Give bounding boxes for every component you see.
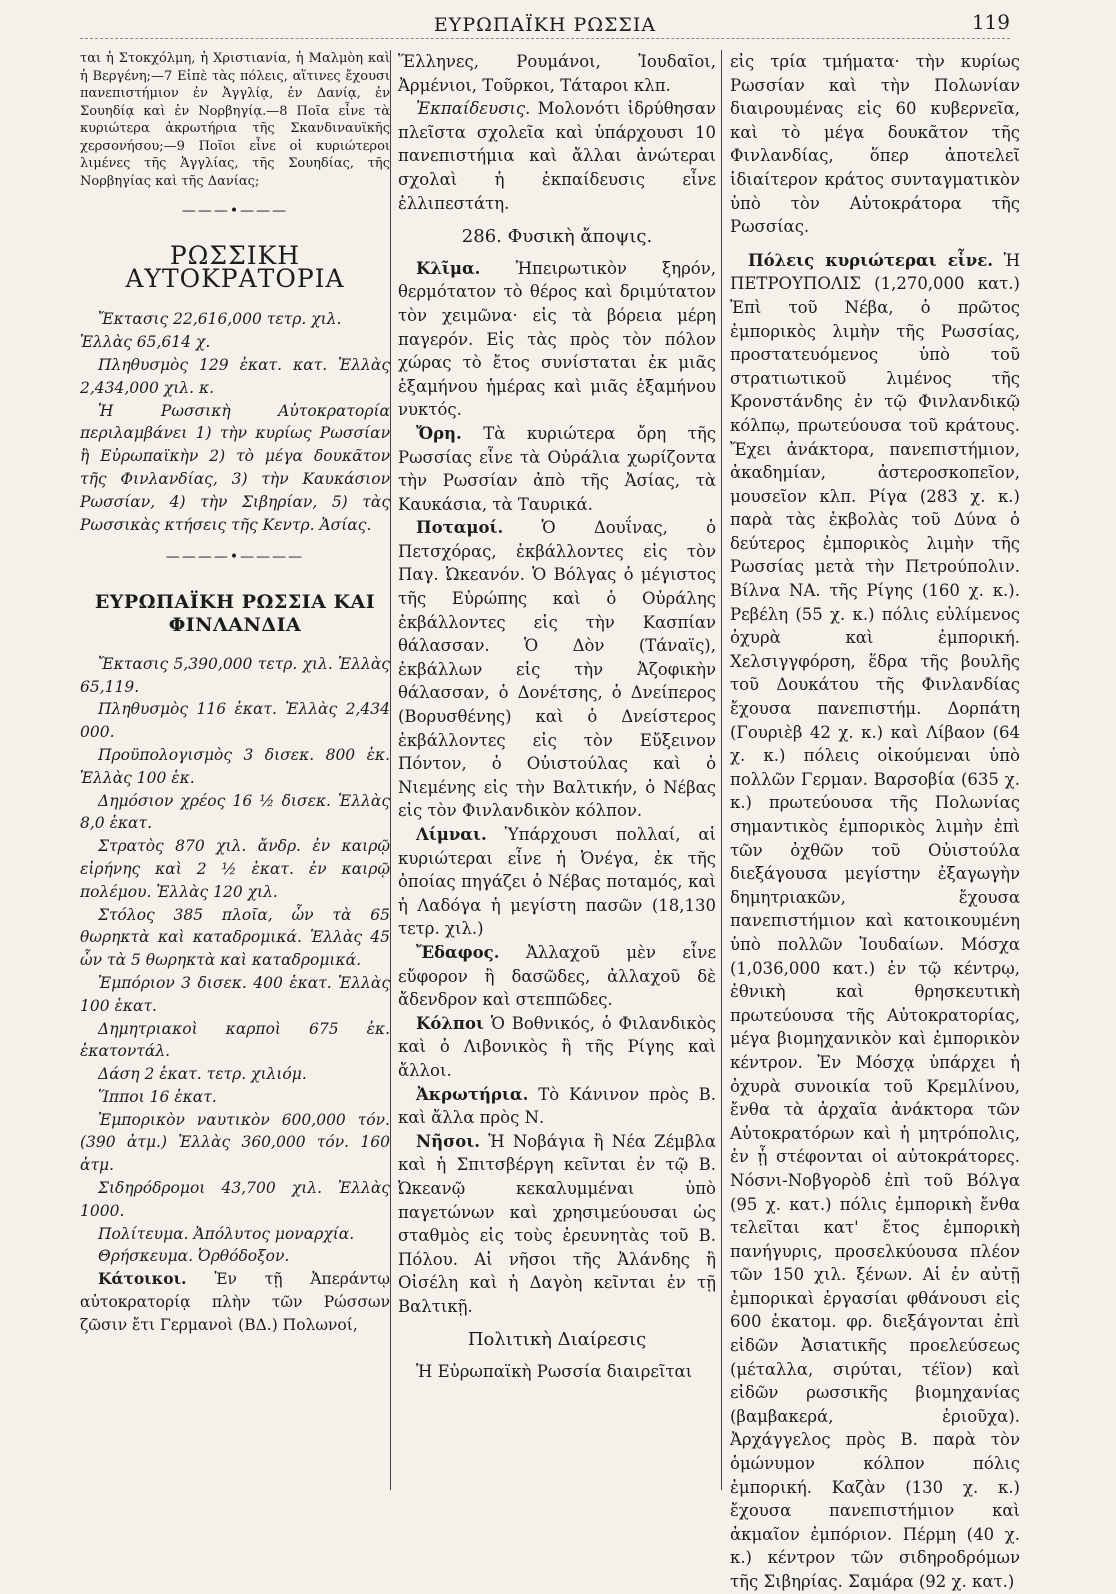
column-rule-left [390, 50, 391, 1490]
stat-entry: Πληθυσμὸς 116 ἑκατ. Ἑλλὰς 2,434 000. [80, 700, 390, 742]
physical-heading: 286. Φυσικὴ ἄποψις. [461, 226, 653, 248]
section-title-2: ΕΥΡΩΠΑΪΚΗ ΡΩΣΣΙΑ ΚΑΙ ΦΙΝΛΑΝΔΙΑ [94, 591, 376, 636]
text-katoikoi: Ἐν τῇ Ἀπεράντῳ αὐτοκρατορίᾳ πλὴν τῶν Ρώσσων ζῶσιν ἔτι Γερμανοὶ (ΒΔ.) Πολωνοί, [80, 1270, 390, 1334]
text-limnai: Ὑπάρχουσι πολλαί, αἱ κυριώτεραι εἶνε ἡ Ὀνέγα, ἐκ τῆς ὁποίας πηγάζει ὁ Νέβας ποταμός, καὶ ἡ Λαδόγα ἡ μεγίστη πασῶν (18,130 τετρ. χιλ.) [398, 825, 716, 939]
stat-plethysmos: Πληθυσμὸς 129 ἑκατ. κατ. Ἑλλὰς 2,434,000 χιλ. κ. [80, 355, 390, 397]
label-edafos: Ἔδαφος. [416, 942, 500, 962]
ornament-divider: ———•——— [181, 203, 289, 219]
stat-entry: Ἐμπορικὸν ναυτικὸν 600,000 τόν. (390 ἀτμ.) Ἑλλὰς 360,000 τόν. 160 ἀτμ. [80, 1110, 390, 1175]
empire-description: Ἡ Ρωσσικὴ Αὐτοκρατορία περιλαμβάνει 1) τὴν κυρίως Ρωσσίαν ἢ Εὐρωπαϊκὴν 2) τὸ μέγα δουκᾶτον τῆς Φινλανδίας, 3) τὴν Καυκάσιον Ρωσσίαν, 4) τὴν Σιβηρίαν, 5) τὰς Ρωσσικὰς κτήσεις τῆς Κεντρ. Ἀσίας. [80, 401, 390, 534]
exercise-questions: ται ἡ Στοκχόλμη, ἡ Χριστιανία, ἡ Μαλμὸη καὶ ἡ Βεργένη;—7 Εἰπὲ τὰς πόλεις, αἵτινες ἔχουσι πανεπιστήμιον ἐν Ἀγγλίᾳ, ἐν Δανίᾳ, ἐν Σουηδίᾳ καὶ ἐν Νορβηγίᾳ.—8 Ποῖα εἶνε τὰ κυριώτερα ἀκρωτήρια τῆς Σκανδιναυϊκῆς χερσονήσου;—9 Ποῖοι εἶνε οἱ κυριώτεροι λιμένες τῆς Ἀγγλίας, τῆς Σουηδίας, τῆς Νορβηγίας καὶ τῆς Δανίας; [80, 51, 390, 189]
text-potamoi: Ὁ Δουΐνας, ὁ Πετσχόρας, ἐκβάλλοντες εἰς τὸν Παγ. Ὠκεανόν. Ὁ Βόλγας ὁ μέγιστος τῆς Εὐρώπης καὶ ὁ Οὐράλης ἐκβάλλοντες εἰς τὴν Κασπίαν θάλασσαν. Ὁ Δὸν (Τάναϊς), ἐκβάλλων εἰς τὴν Ἀζοφικὴν θάλασσαν, ὁ Δονέτσης, ὁ Δνείπερος (Βορυσθένης) καὶ ὁ Δνείστερος ἐκβάλλοντες εἰς τὸν Εὔξεινον Πόντον, ὁ Οὐιστούλας καὶ ὁ Νιεμένης εἰς τὴν Βαλτικήν, ὁ Νέβας εἰς τὸν Φινλανδικὸν κόλπον. [398, 518, 716, 821]
stat-entry: Προϋπολογισμὸς 3 δισεκ. 800 ἑκ. Ἑλλὰς 100 ἑκ. [80, 745, 390, 787]
text-edafos: Ἀλλαχοῦ μὲν εἶνε εὔφορον ἢ δασῶδες, ἀλλαχοῦ δὲ ἄδενδρον καὶ στεππῶδες. [398, 942, 716, 1010]
paragraph-katoikoi [80, 1268, 390, 1336]
label-akrot: Ἀκρωτήρια. [416, 1084, 529, 1104]
column-rule-right [721, 50, 722, 1490]
text-politiki: Ἡ Εὐρωπαϊκὴ Ρωσσία διαιρεῖται [416, 1362, 693, 1382]
paragraph-nisoi [398, 1130, 716, 1319]
stat-entry: Ἔκτασις 5,390,000 τετρ. χιλ. Ἑλλὰς 65,119. [80, 654, 390, 696]
section-title: ΡΩΣΣΙΚΗ ΑΥΤΟΚΡΑΤΟΡΙΑ [125, 240, 345, 293]
stat-entry: Ἐμπόριον 3 δισεκ. 400 ἑκατ. Ἑλλὰς 100 ἑκατ. [80, 973, 390, 1015]
column-1 [80, 50, 390, 1490]
peoples-text: Ἕλληνες, Ρουμάνοι, Ἰουδαῖοι, Ἀρμένιοι, Τοῦρκοι, Τάταροι κλπ. [398, 52, 716, 95]
label-katoikoi: Κάτοικοι. [98, 1269, 187, 1289]
stat-entry: Ἵπποι 16 ἑκατ. [98, 1087, 217, 1106]
paragraph-edafos [398, 941, 716, 1012]
column-3 [730, 50, 1021, 1591]
paragraph-kolpoi [398, 1012, 716, 1083]
label-nisoi: Νῆσοι. [416, 1131, 480, 1151]
text-nisoi: Ἡ Νοβάγια ἢ Νέα Ζέμβλα καὶ ἡ Σπιτσβέργη κεῖνται ἐν τῷ Β. Ὠκεανῷ κεκαλυμμέναι ὑπὸ παγετώνων καὶ χρησιμεύουσαι ὡς σταθμὸς εἰς τοὺς ἐρευνητὰς τοῦ Β. Πόλου. Αἱ νῆσοι τῆς Ἀλάνδης ἢ Οἰσέλη καὶ ἡ Δαγὸη κεῖνται ἐν τῇ Βαλτικῇ. [398, 1131, 716, 1316]
stat-entry: Δάση 2 ἑκατ. τετρ. χιλιόμ. [98, 1065, 307, 1084]
paragraph-ori [398, 422, 716, 516]
politiki-heading: Πολιτικὴ Διαίρεσις [467, 1329, 647, 1351]
spacer [730, 239, 1020, 249]
stat-entry: Σιδηρόδρομοι 43,700 χιλ. Ἑλλὰς 1000. [80, 1179, 390, 1220]
stat-entry: Πολίτευμα. Ἀπόλυτος μοναρχία. [98, 1224, 355, 1243]
text-ori: Τὰ κυριώτερα ὄρη τῆς Ρωσσίας εἶνε τὰ Οὐράλια χωρίζοντα τὴν Ρωσσίαν ἀπὸ τῆς Ἀσίας, τὰ Καυκάσια, τὰ Ταυρικά. [398, 423, 716, 514]
stat-ektasis: Ἔκτασις 22,616,000 τετρ. χιλ. [98, 310, 342, 329]
label-poleis: Πόλεις κυριώτεραι εἶνε. [748, 250, 993, 270]
text-poleis: Ἡ ΠΕΤΡΟΥΠΟΛΙΣ (1,270,000 κατ.) Ἐπὶ τοῦ Νέβα, ὁ πρῶτος ἐμπορικὸς λιμὴν τῆς Ρωσσίας, προστατευόμενος ὑπὸ τοῦ στρατιωτικοῦ λιμένος τῆς Κρονστάνδης ἐν τῷ Φινλανδικῷ κόλπῳ, πρωτεύουσα τοῦ κράτους. Ἔχει ἀνάκτορα, πανεπιστήμιον, ἀκαδημίαν, ἀστεροσκοπεῖον, μουσεῖον κλπ. Ρίγα (283 χ. κ.) παρὰ τὰς ἐκβολὰς τοῦ Δύνα ὁ δεύτερος ἐμπορικὸς λιμὴν τῆς Ρωσσίας μετὰ τὴν Πετρούπολιν. Βίλνα ΝΑ. τῆς Ρίγης (160 χ. κ.). Ρεβέλη (55 χ. κ.) πόλις εὐλίμενος ὀχυρὰ καὶ ἐμπορική. Χελσιγγφόρση, ἕδρα τῆς βουλῆς τοῦ Δουκάτου τῆς Φινλανδίας ἔχουσα πανεπιστήμ. Δορπάτη (Γουριὲβ 42 χ. κ.) καὶ Λίβαον (64 χ. κ.) πόλεις οἰκούμεναι ὑπὸ πολλῶν Γερμαν. Βαρσοβία (635 χ. κ.) πρωτεύουσα τῆς Πολωνίας σημαντικὸς ἐμπορικὸς λιμὴν ἐπὶ τῶν ὀχθῶν τοῦ Οὐιστούλα διεξάγουσα μεγίστην ἐξαγωγὴν δημητριακῶν, ἔχουσα πανεπιστήμιον καὶ κατοικουμένη ὑπὸ πολλῶν Ἰουδαίων. Μόσχα (1,036,000 κατ.) ἐν τῷ κέντρῳ, ἐθνικὴ καὶ θρησκευτικὴ πρωτεύουσα τῆς Αὐτοκρατορίας, μέγα βιομηχανικὸν καὶ ἐμπορικὸν κέντρον. Ἐν Μόσχᾳ ὑπάρχει ἡ ὀχυρὰ συνοικία τοῦ Κρεμλίνου, ἔνθα τὰ ἀρχαῖα ἀνάκτορα τῶν Αὐτοκρατόρων καὶ ἡ μητρόπολις, ἐν ᾗ στέφονται οἱ αὐτοκράτορες. Νόσνι-Νοβγορὸδ ἐπὶ τοῦ Βόλγα (95 χ. κατ.) πόλις ἐμπορικὴ ἔνθα τελεῖται κατ' ἔτος ἐμπορικὴ πανήγυρις, προσελκύουσα πλέον τῶν 150 χιλ. ξένων. Αἱ ἐν αὐτῇ ἐμπορικαὶ ἐργασίαι φθάνουσι εἰς 600 ἑκατομ. φρ. διεξάγονται ἐπὶ εἰδῶν Ἀσιατικῆς προελεύσεως (μέταλλα, σιρύται, τέϊον) καὶ εἰδῶν ρωσσικῆς βιομηχανίας (βαμβακερά, ἐριοῦχα). Ἀρχάγγελος πρὸς Β. παρὰ τὸν ὁμώνυμον κόλπον πόλις ἐμπορική. Καζὰν (130 χ. κ.) ἔχουσα πανεπιστήμιον καὶ ἀκμαῖον ἐμπόριον. Πέρμη (40 χ. κ.) κέντρον τῶν σιδηροδρόμων τῆς Σιβηρίας. Σαμάρα (92 χ. κατ.) [730, 250, 1021, 1591]
paragraph-ekpaideusis [398, 97, 716, 215]
paragraph-akrot [398, 1083, 716, 1130]
stat-entry: Στρατὸς 870 χιλ. ἄνδρ. ἐν καιρῷ εἰρήνης καὶ 2 ½ ἑκατ. ἐν καιρῷ πολέμου. Ἑλλὰς 120 χιλ. [80, 837, 390, 901]
stat-entry: Δημητριακοὶ καρποὶ 675 ἑκ. ἑκατοντάλ. [80, 1019, 390, 1061]
page-number: 119 [971, 10, 1010, 34]
column-2 [398, 50, 716, 1490]
text-ekpaideusis: Μολονότι ἱδρύθησαν πλεῖστα σχολεῖα καὶ ὑπάρχουσι 10 πανεπιστήμια καὶ ἄλλαι ἀνώτεραι σχολαὶ ἡ ἐκπαίδευσις εἶνε ἐλλιπεστάτη. [398, 99, 716, 213]
running-head [80, 8, 1010, 39]
stat-ektasis-hellas: Ἑλλὰς 65,614 χ. [80, 333, 211, 352]
text-kolpoi: Ὁ Βοθνικός, ὁ Φιλανδικὸς καὶ ὁ Λιβονικὸς ἢ τῆς Ρίγης καὶ ἄλλοι. [398, 1013, 717, 1080]
stat-entry: Θρήσκευμα. Ὀρθόδοξον. [98, 1247, 290, 1266]
text-akrot: Τὸ Κάνινον πρὸς Β. καὶ ἄλλα πρὸς Ν. [398, 1084, 717, 1128]
label-ekpaideusis: Ἐκπαίδευσις. [416, 99, 531, 119]
paragraph-limnai [398, 823, 716, 941]
label-ori: Ὄρη. [416, 423, 462, 443]
text-klima: Ἠπειρωτικὸν ξηρόν, θερμότατον τὸ θέρος καὶ δριμύτατον τὸν χειμῶνα· εἰς τὰ βόρεια μέρη παγερόν. Εἰς τὰς πρὸς τὸν πόλον χώρας τὸ ἔτος συνίσταται ἐκ μιᾶς ἑξαμήνου ἡμέρας καὶ μιᾶς ἑξαμήνου νυκτός. [398, 258, 716, 420]
ornament-divider-2: ————•———— [165, 549, 305, 566]
division-text: εἰς τρία τμήματα· τὴν κυρίως Ρωσσίαν καὶ τὴν Πολωνίαν διαιρουμένας εἰς 60 κυβερνεῖα, καὶ τὸ μέγα δουκᾶτον τῆς Φινλανδίας, ὅπερ ἀποτελεῖ ἰδιαίτερον κράτος συνταγματικὸν ὑπὸ τὸν Αὐτοκράτορα τῆς Ρωσσίας. [730, 52, 1020, 237]
paragraph-klima [398, 257, 716, 422]
stat-entry: Στόλος 385 πλοῖα, ὧν τὰ 65 θωρηκτὰ καὶ καταδρομικά. Ἑλλὰς 45 ὧν τὰ 5 θωρηκτὰ καὶ καταδρομικά. [80, 905, 390, 970]
stat-entry: Δημόσιον χρέος 16 ½ δισεκ. Ἑλλὰς 8,0 ἑκατ. [80, 791, 390, 833]
label-limnai: Λίμναι. [416, 825, 487, 844]
label-klima: Κλῖμα. [416, 258, 481, 278]
label-kolpoi: Κόλποι [416, 1013, 484, 1033]
paragraph-potamoi [398, 516, 716, 823]
running-title: ΕΥΡΩΠΑΪΚΗ ΡΩΣΣΙΑ [433, 14, 657, 36]
paragraph-poleis [730, 249, 1020, 1594]
label-potamoi: Ποταμοί. [416, 518, 504, 538]
